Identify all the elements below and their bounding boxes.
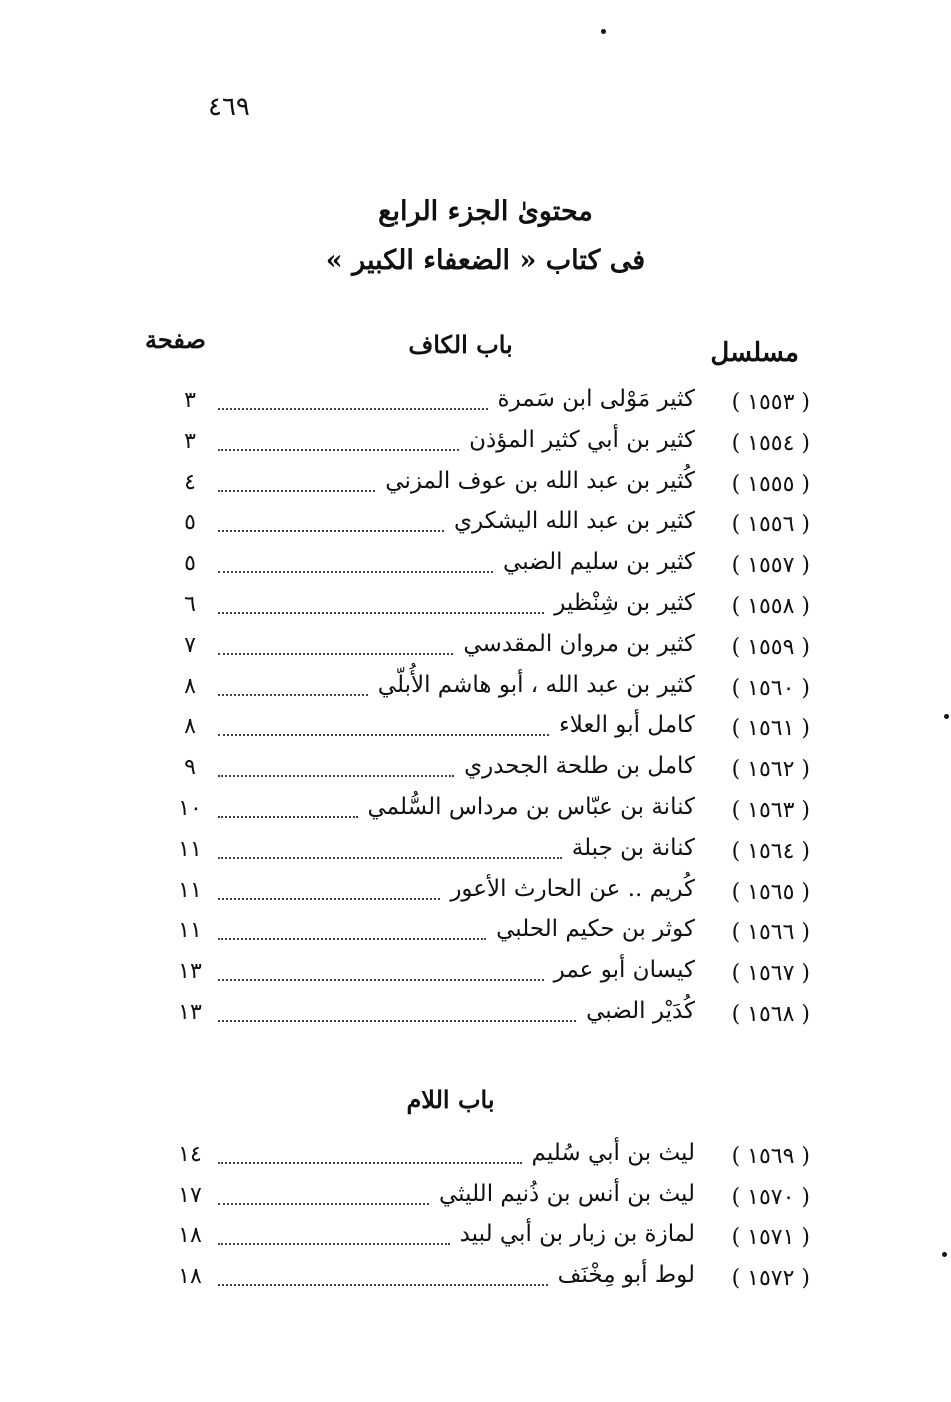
dot-leader [218, 449, 459, 451]
entry-name: كيسان أبو عمر [553, 957, 695, 984]
entry-serial-number: ( ١٥٦٥ ) [731, 879, 810, 905]
entry-serial-number: ( ١٥٥٣ ) [731, 390, 810, 415]
entry-name: لمازة بن زبار بن أبي لبيد [459, 1221, 695, 1247]
entry-name: كثير بن مروان المقدسي [463, 630, 695, 657]
entry-page-number: ٣ [184, 428, 196, 454]
entry-name: لوط أبو مِخْنَف [557, 1261, 695, 1288]
entry-page-number: ٩ [184, 755, 196, 781]
dot-leader [218, 490, 375, 492]
entry-name: ليث بن أبي سُليم [531, 1140, 695, 1166]
entry-serial-number: ( ١٥٦٧ ) [731, 961, 810, 987]
entry-name: كثير بن سليم الضبي [503, 549, 695, 576]
entry-page-number: ٨ [184, 673, 196, 699]
list-item [150, 386, 810, 426]
entry-page-number: ١٣ [178, 1000, 202, 1025]
entry-name: كثير مَوْلى ابن سَمرة [497, 386, 695, 412]
dot-leader [218, 775, 454, 777]
list-item [150, 590, 810, 630]
dot-leader [218, 612, 544, 614]
dot-leader [218, 1020, 576, 1022]
list-item [150, 753, 810, 793]
dot-leader [218, 734, 549, 736]
entry-page-number: ٧ [184, 632, 196, 658]
dot-leader [218, 938, 486, 940]
entry-serial-number: ( ١٥٥٤ ) [731, 430, 810, 456]
entry-serial-number: ( ١٥٦٣ ) [731, 798, 810, 823]
list-item [150, 916, 810, 956]
entry-name: كامل أبو العلاء [558, 712, 695, 739]
list-item [150, 427, 810, 467]
entry-name: كثير بن عبد الله اليشكري [453, 508, 695, 535]
entry-serial-number: ( ١٥٧١ ) [731, 1225, 810, 1250]
list-item [150, 1221, 810, 1261]
entry-serial-number: ( ١٥٦٨ ) [731, 1002, 810, 1027]
serial-column-header: مسلسل [710, 338, 799, 368]
dot-leader [218, 694, 368, 696]
list-item [150, 794, 810, 834]
entry-serial-number: ( ١٥٦١ ) [731, 716, 810, 742]
list-item [150, 876, 810, 916]
entry-page-number: ١١ [178, 918, 202, 944]
entry-page-number: ١٣ [178, 959, 202, 985]
list-item [150, 712, 810, 752]
entry-serial-number: ( ١٥٥٥ ) [731, 471, 810, 497]
entry-page-number: ٥ [184, 510, 196, 536]
dot-leader [218, 857, 562, 859]
right-margin-dot-1 [944, 714, 949, 719]
list-item [150, 508, 810, 548]
entry-name: كنانة بن جبلة [571, 834, 695, 861]
entry-page-number: ٥ [184, 551, 196, 577]
dot-leader [218, 1284, 548, 1286]
page-title: محتوىٰ الجزء الرابع [378, 196, 593, 227]
entry-serial-number: ( ١٥٧٢ ) [731, 1265, 810, 1291]
entry-page-number: ١٧ [178, 1182, 202, 1208]
entry-serial-number: ( ١٥٦٢ ) [731, 757, 810, 783]
list-item [150, 631, 810, 671]
dot-leader [218, 1203, 429, 1205]
list-item [150, 1140, 810, 1180]
list-item [150, 957, 810, 997]
section-title-kaf: باب الكاف [408, 330, 513, 359]
entry-page-number: ١٨ [178, 1223, 202, 1248]
entry-page-number: ٤ [184, 469, 196, 495]
entry-serial-number: ( ١٥٥٩ ) [731, 634, 810, 660]
entry-serial-number: ( ١٥٥٨ ) [731, 594, 810, 619]
entry-page-number: ١١ [178, 836, 202, 862]
list-item [150, 1262, 810, 1302]
entry-serial-number: ( ١٥٦٤ ) [731, 838, 810, 864]
dot-leader [218, 408, 488, 410]
list-item [150, 998, 810, 1038]
entry-serial-number: ( ١٥٦٠ ) [731, 675, 810, 701]
entry-name: كثير بن أبي كثير المؤذن [469, 426, 695, 453]
entry-name: ليث بن أنس بن ذُنيم الليثي [439, 1180, 695, 1207]
page-column-header: صفحة [145, 325, 206, 354]
list-item [150, 468, 810, 508]
entry-page-number: ١٠ [178, 796, 202, 821]
page-subtitle: فى كتاب « الضعفاء الكبير » [325, 245, 646, 276]
list-item [150, 835, 810, 875]
entry-serial-number: ( ١٥٥٦ ) [731, 512, 810, 538]
entry-name: كامل بن طلحة الجحدري [464, 753, 695, 780]
entry-page-number: ١٨ [178, 1263, 202, 1289]
entry-serial-number: ( ١٥٦٩ ) [731, 1144, 810, 1169]
dot-leader [218, 1162, 522, 1164]
entry-name: كثير بن عبد الله ، أبو هاشم الأُبلّي [377, 671, 695, 698]
dot-leader [218, 530, 444, 532]
list-item [150, 1181, 810, 1221]
entry-serial-number: ( ١٥٥٧ ) [731, 553, 810, 579]
right-margin-dot-2 [942, 1252, 947, 1257]
dot-leader [218, 653, 453, 655]
entry-name: كُدَيْر الضبي [586, 998, 695, 1024]
entry-serial-number: ( ١٥٧٠ ) [731, 1184, 810, 1210]
top-margin-dot [601, 29, 606, 34]
entry-serial-number: ( ١٥٦٦ ) [731, 920, 810, 946]
entry-page-number: ١٤ [178, 1142, 202, 1167]
page-number: ٤٦٩ [208, 92, 250, 122]
entry-page-number: ٦ [184, 592, 196, 617]
dot-leader [218, 898, 440, 900]
entry-name: كُثير بن عبد الله بن عوف المزني [385, 467, 695, 494]
entry-name: كنانة بن عبّاس بن مرداس السُّلمي [367, 794, 695, 820]
entry-name: كوثر بن حكيم الحلبي [496, 916, 695, 943]
dot-leader [218, 571, 493, 573]
entry-name: كثير بن شِنْظير [554, 590, 695, 616]
list-item [150, 672, 810, 712]
entry-name: كُريم .. عن الحارث الأعور [450, 875, 695, 902]
entry-page-number: ١١ [178, 877, 202, 903]
section-title-lam: باب اللام [406, 1085, 495, 1114]
list-item [150, 549, 810, 589]
entry-page-number: ٣ [184, 388, 196, 413]
dot-leader [218, 1243, 450, 1245]
dot-leader [218, 979, 544, 981]
entry-page-number: ٨ [184, 714, 196, 740]
dot-leader [218, 816, 358, 818]
